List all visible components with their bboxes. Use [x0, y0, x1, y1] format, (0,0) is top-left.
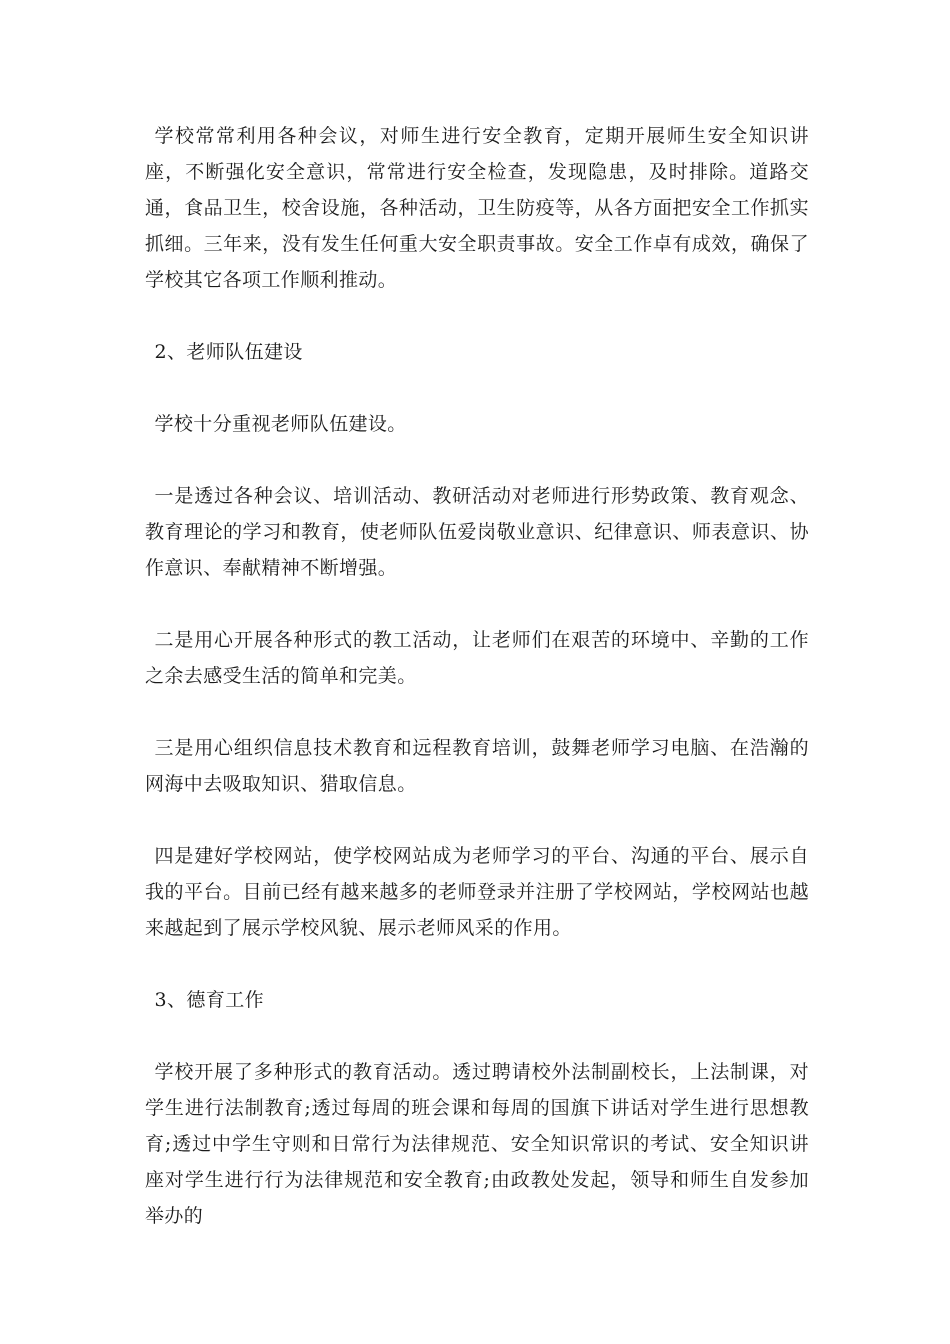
- paragraph-point-one: 一是透过各种会议、培训活动、教研活动对老师进行形势政策、教育观念、教育理论的学习和教育，使老师队伍爱岗敬业意识、纪律意识、师表意识、协作意识、奉献精神不断增强。: [145, 485, 809, 579]
- paragraph-safety-education: 学校常常利用各种会议，对师生进行安全教育，定期开展师生安全知识讲座，不断强化安全意识，常常进行安全检查，发现隐患，及时排除。道路交通，食品卫生，校舍设施，各种活动，卫生防疫等，从各方面把安全工作抓实抓细。三年来，没有发生任何重大安全职责事故。安全工作卓有成效，确保了学校其它各项工作顺利推动。: [145, 125, 809, 291]
- paragraph-point-four: 四是建好学校网站，使学校网站成为老师学习的平台、沟通的平台、展示自我的平台。目前已经有越来越多的老师登录并注册了学校网站，学校网站也越来越起到了展示学校风貌、展示老师风采的作用。: [145, 845, 809, 939]
- section-heading-teacher-team: 2、老师队伍建设: [154, 341, 303, 363]
- paragraph-teacher-team-intro: 学校十分重视老师队伍建设。: [154, 413, 407, 435]
- section-heading-moral-education: 3、德育工作: [154, 989, 264, 1011]
- document-body: [145, 118, 809, 1270]
- paragraph-point-two: 二是用心开展各种形式的教工活动，让老师们在艰苦的环境中、辛勤的工作之余去感受生活的简单和完美。: [145, 629, 809, 687]
- paragraph-moral-education: 学校开展了多种形式的教育活动。透过聘请校外法制副校长，上法制课，对学生进行法制教育;透过每周的班会课和每周的国旗下讲话对学生进行思想教育;透过中学生守则和日常行为法律规范、安全知识常识的考试、安全知识讲座对学生进行行为法律规范和安全教育;由政教处发起，领导和师生自发参加举办的: [145, 1061, 809, 1227]
- paragraph-point-three: 三是用心组织信息技术教育和远程教育培训，鼓舞老师学习电脑、在浩瀚的网海中去吸取知识、猎取信息。: [145, 737, 809, 795]
